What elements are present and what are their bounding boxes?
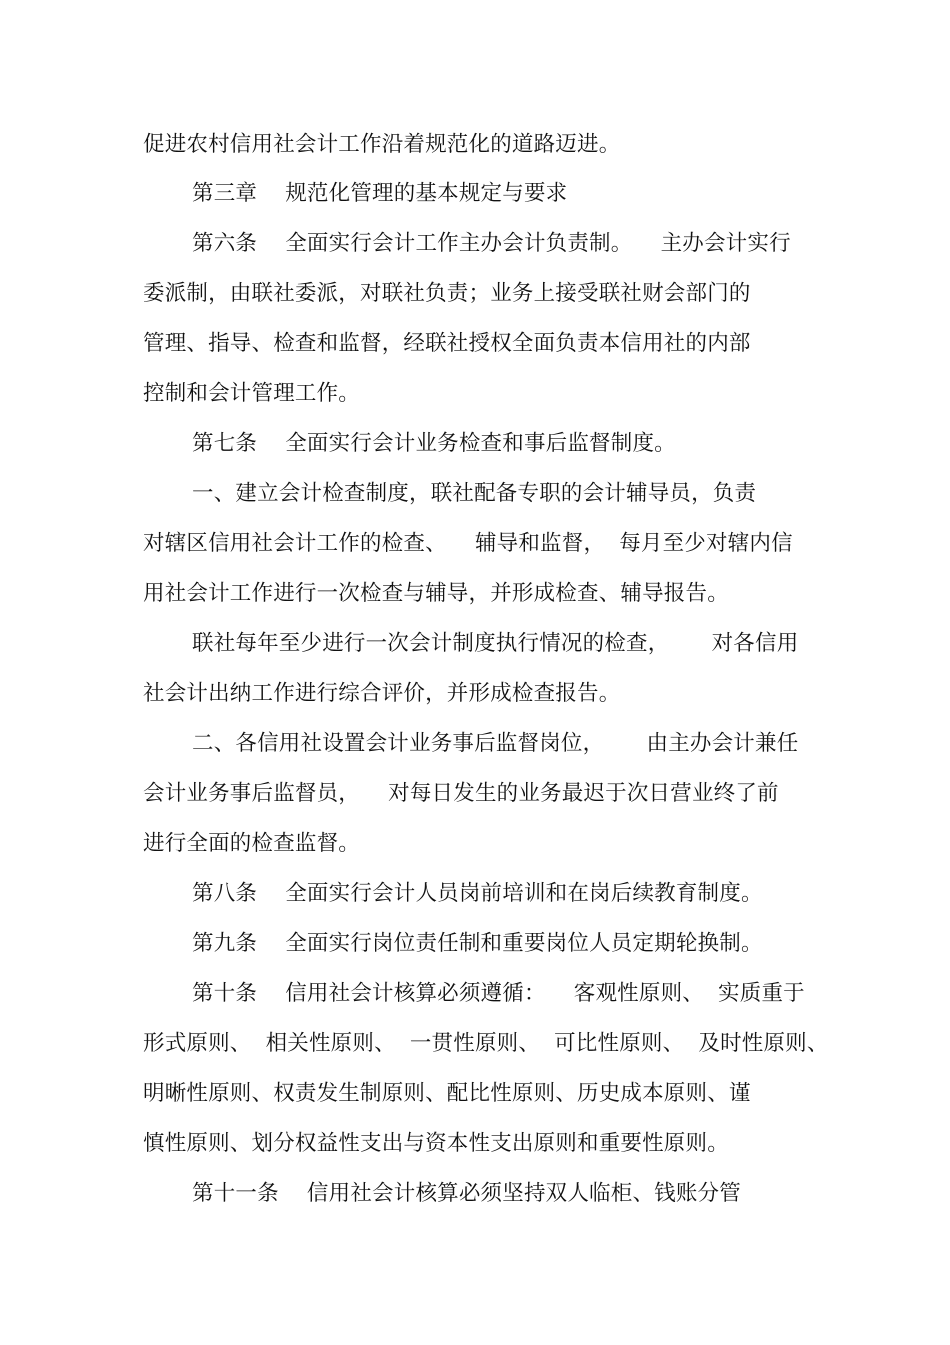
text-line: 第六条 全面实行会计工作主办会计负责制。 主办会计实行	[192, 231, 791, 256]
text-line: 第十一条 信用社会计核算必须坚持双人临柜、钱账分管	[192, 1181, 741, 1206]
text-line: 第八条 全面实行会计人员岗前培训和在岗后续教育制度。	[192, 881, 763, 906]
text-line: 进行全面的检查监督。	[143, 831, 361, 856]
text-line: 对辖区信用社会计工作的检查、 辅导和监督， 每月至少对辖内信	[143, 531, 793, 556]
text-line: 会计业务事后监督员， 对每日发生的业务最迟于次日营业终了前	[143, 781, 779, 806]
text-line: 形式原则、 相关性原则、 一贯性原则、 可比性原则、 及时性原则、	[143, 1031, 829, 1056]
text-line: 控制和会计管理工作。	[143, 381, 361, 406]
text-line: 社会计出纳工作进行综合评价，并形成检查报告。	[143, 681, 621, 706]
text-line: 慎性原则、划分权益性支出与资本性支出原则和重要性原则。	[143, 1131, 729, 1156]
text-line: 第九条 全面实行岗位责任制和重要岗位人员定期轮换制。	[192, 931, 763, 956]
text-line: 第七条 全面实行会计业务检查和事后监督制度。	[192, 431, 676, 456]
text-line: 二、各信用社设置会计业务事后监督岗位， 由主办会计兼任	[192, 731, 799, 756]
text-line: 用社会计工作进行一次检查与辅导，并形成检查、辅导报告。	[143, 581, 729, 606]
text-line: 明晰性原则、权责发生制原则、配比性原则、历史成本原则、谨	[143, 1081, 751, 1106]
text-line: 一、建立会计检查制度，联社配备专职的会计辅导员，负责	[192, 481, 757, 506]
text-line: 管理、指导、检查和监督，经联社授权全面负责本信用社的内部	[143, 331, 751, 356]
text-line: 联社每年至少进行一次会计制度执行情况的检查， 对各信用	[192, 631, 799, 656]
text-line: 第十条 信用社会计核算必须遵循： 客观性原则、 实质重于	[192, 981, 805, 1006]
text-line: 委派制，由联社委派，对联社负责；业务上接受联社财会部门的	[143, 281, 751, 306]
text-line: 促进农村信用社会计工作沿着规范化的道路迈进。	[143, 132, 621, 157]
chapter-heading: 第三章 规范化管理的基本规定与要求	[192, 181, 568, 206]
